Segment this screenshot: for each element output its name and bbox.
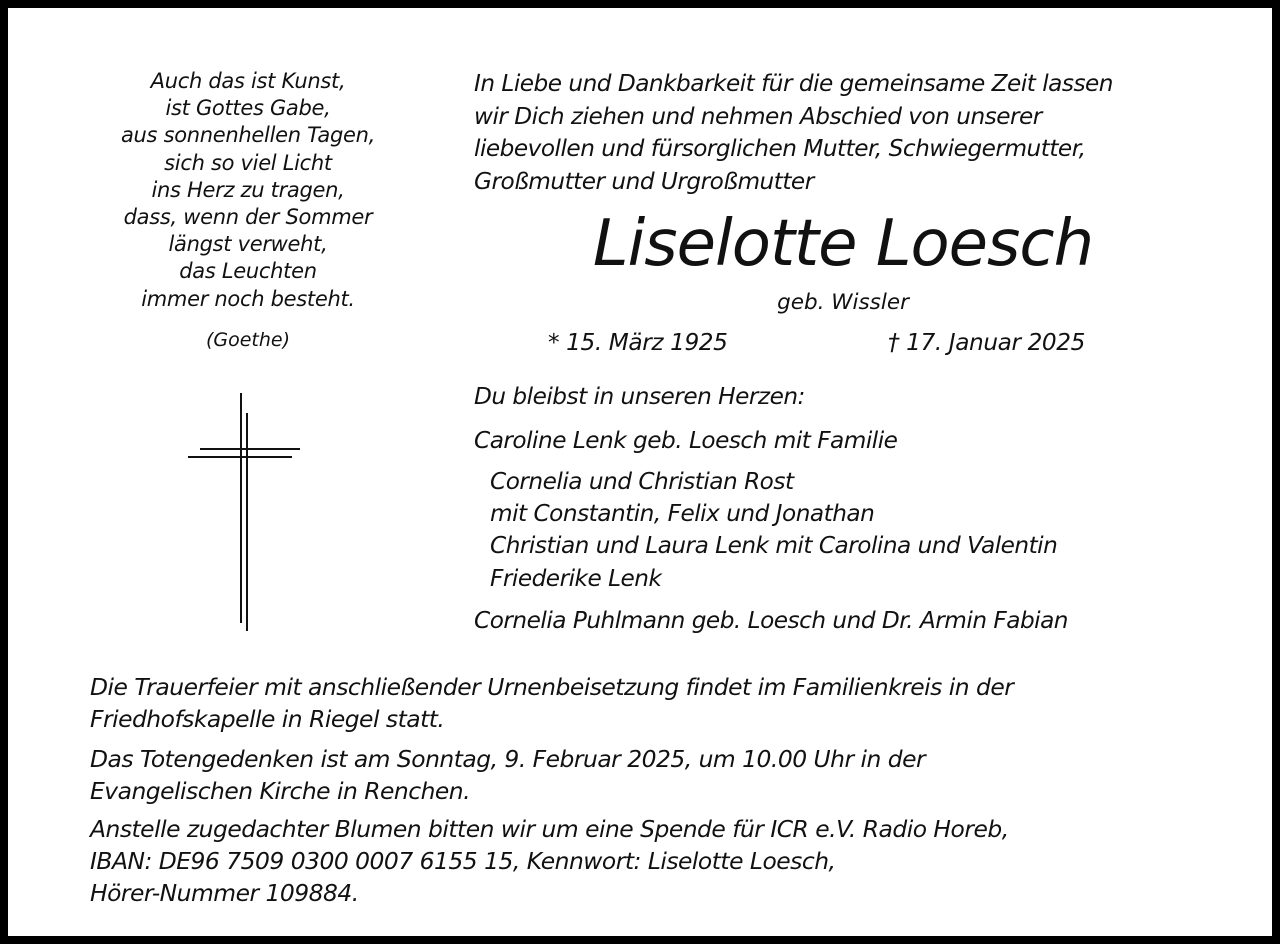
poem-line: sich so viel Licht (164, 150, 332, 175)
family-group-2: Cornelia Puhlmann geb. Loesch und Dr. Armin Fabian (474, 607, 1069, 634)
donation-notice (90, 813, 1230, 909)
notice-line: Das Totengedenken ist am Sonntag, 9. Februar 2025, um 10.00 Uhr in der (90, 745, 926, 773)
poem-line: Auch das ist Kunst, (150, 69, 346, 93)
poem-line: immer noch besteht. (141, 286, 355, 311)
memorial-notice (90, 743, 1230, 807)
death-date: † 17. Januar 2025 (888, 329, 1085, 356)
birth-date: * 15. März 1925 (548, 329, 728, 356)
intro-line: liebevollen und fürsorglichen Mutter, Schwiegermutter, (474, 135, 1086, 162)
poem-line: das Leuchten (179, 259, 317, 284)
notice-line: Die Trauerfeier mit anschließender Urnenbeisetzung findet im Familienkreis in der (90, 673, 1014, 701)
intro-line: Großmutter und Urgroßmutter (474, 167, 814, 195)
family-subgroup (490, 466, 1057, 595)
deceased-name: Liselotte Loesch (592, 207, 1094, 281)
poem-line: längst verweht, (168, 232, 328, 257)
poem-author: (Goethe) (205, 329, 291, 351)
family-intro: Du bleibst in unseren Herzen: (474, 383, 805, 410)
notice-line: Hörer-Nummer 109884. (90, 879, 359, 907)
intro-line: In Liebe und Dankbarkeit für die gemeinsame Zeit lassen (474, 70, 1113, 97)
poem (48, 68, 448, 313)
poem-line: ist Gottes Gabe, (165, 96, 331, 121)
notice-line: Anstelle zugedachter Blumen bitten wir um eine Spende für ICR e.V. Radio Horeb, (90, 815, 1009, 843)
family-group-1: Caroline Lenk geb. Loesch mit Familie (474, 427, 898, 454)
notice-line: IBAN: DE96 7509 0300 0007 6155 15, Kennwort: Liselotte Loesch, (90, 847, 836, 875)
funeral-notice (90, 671, 1230, 735)
family-member-line: Friederike Lenk (490, 564, 662, 592)
intro-text (474, 68, 1264, 198)
intro-line: wir Dich ziehen und nehmen Abschied von unserer (474, 102, 1042, 130)
poem-line: aus sonnenhellen Tagen, (120, 123, 376, 148)
family-member-line: Cornelia und Christian Rost (490, 468, 794, 495)
cross-icon (188, 393, 303, 633)
notice-line: Friedhofskapelle in Riegel statt. (90, 705, 445, 733)
family-member-line: Christian und Laura Lenk mit Carolina und Valentin (490, 532, 1058, 560)
maiden-name: geb. Wissler (777, 290, 909, 315)
obituary-card (8, 8, 1272, 936)
family-member-line: mit Constantin, Felix und Jonathan (490, 500, 875, 528)
poem-line: dass, wenn der Sommer (123, 205, 373, 230)
notice-line: Evangelischen Kirche in Renchen. (90, 777, 471, 805)
poem-line: ins Herz zu tragen, (151, 177, 345, 202)
